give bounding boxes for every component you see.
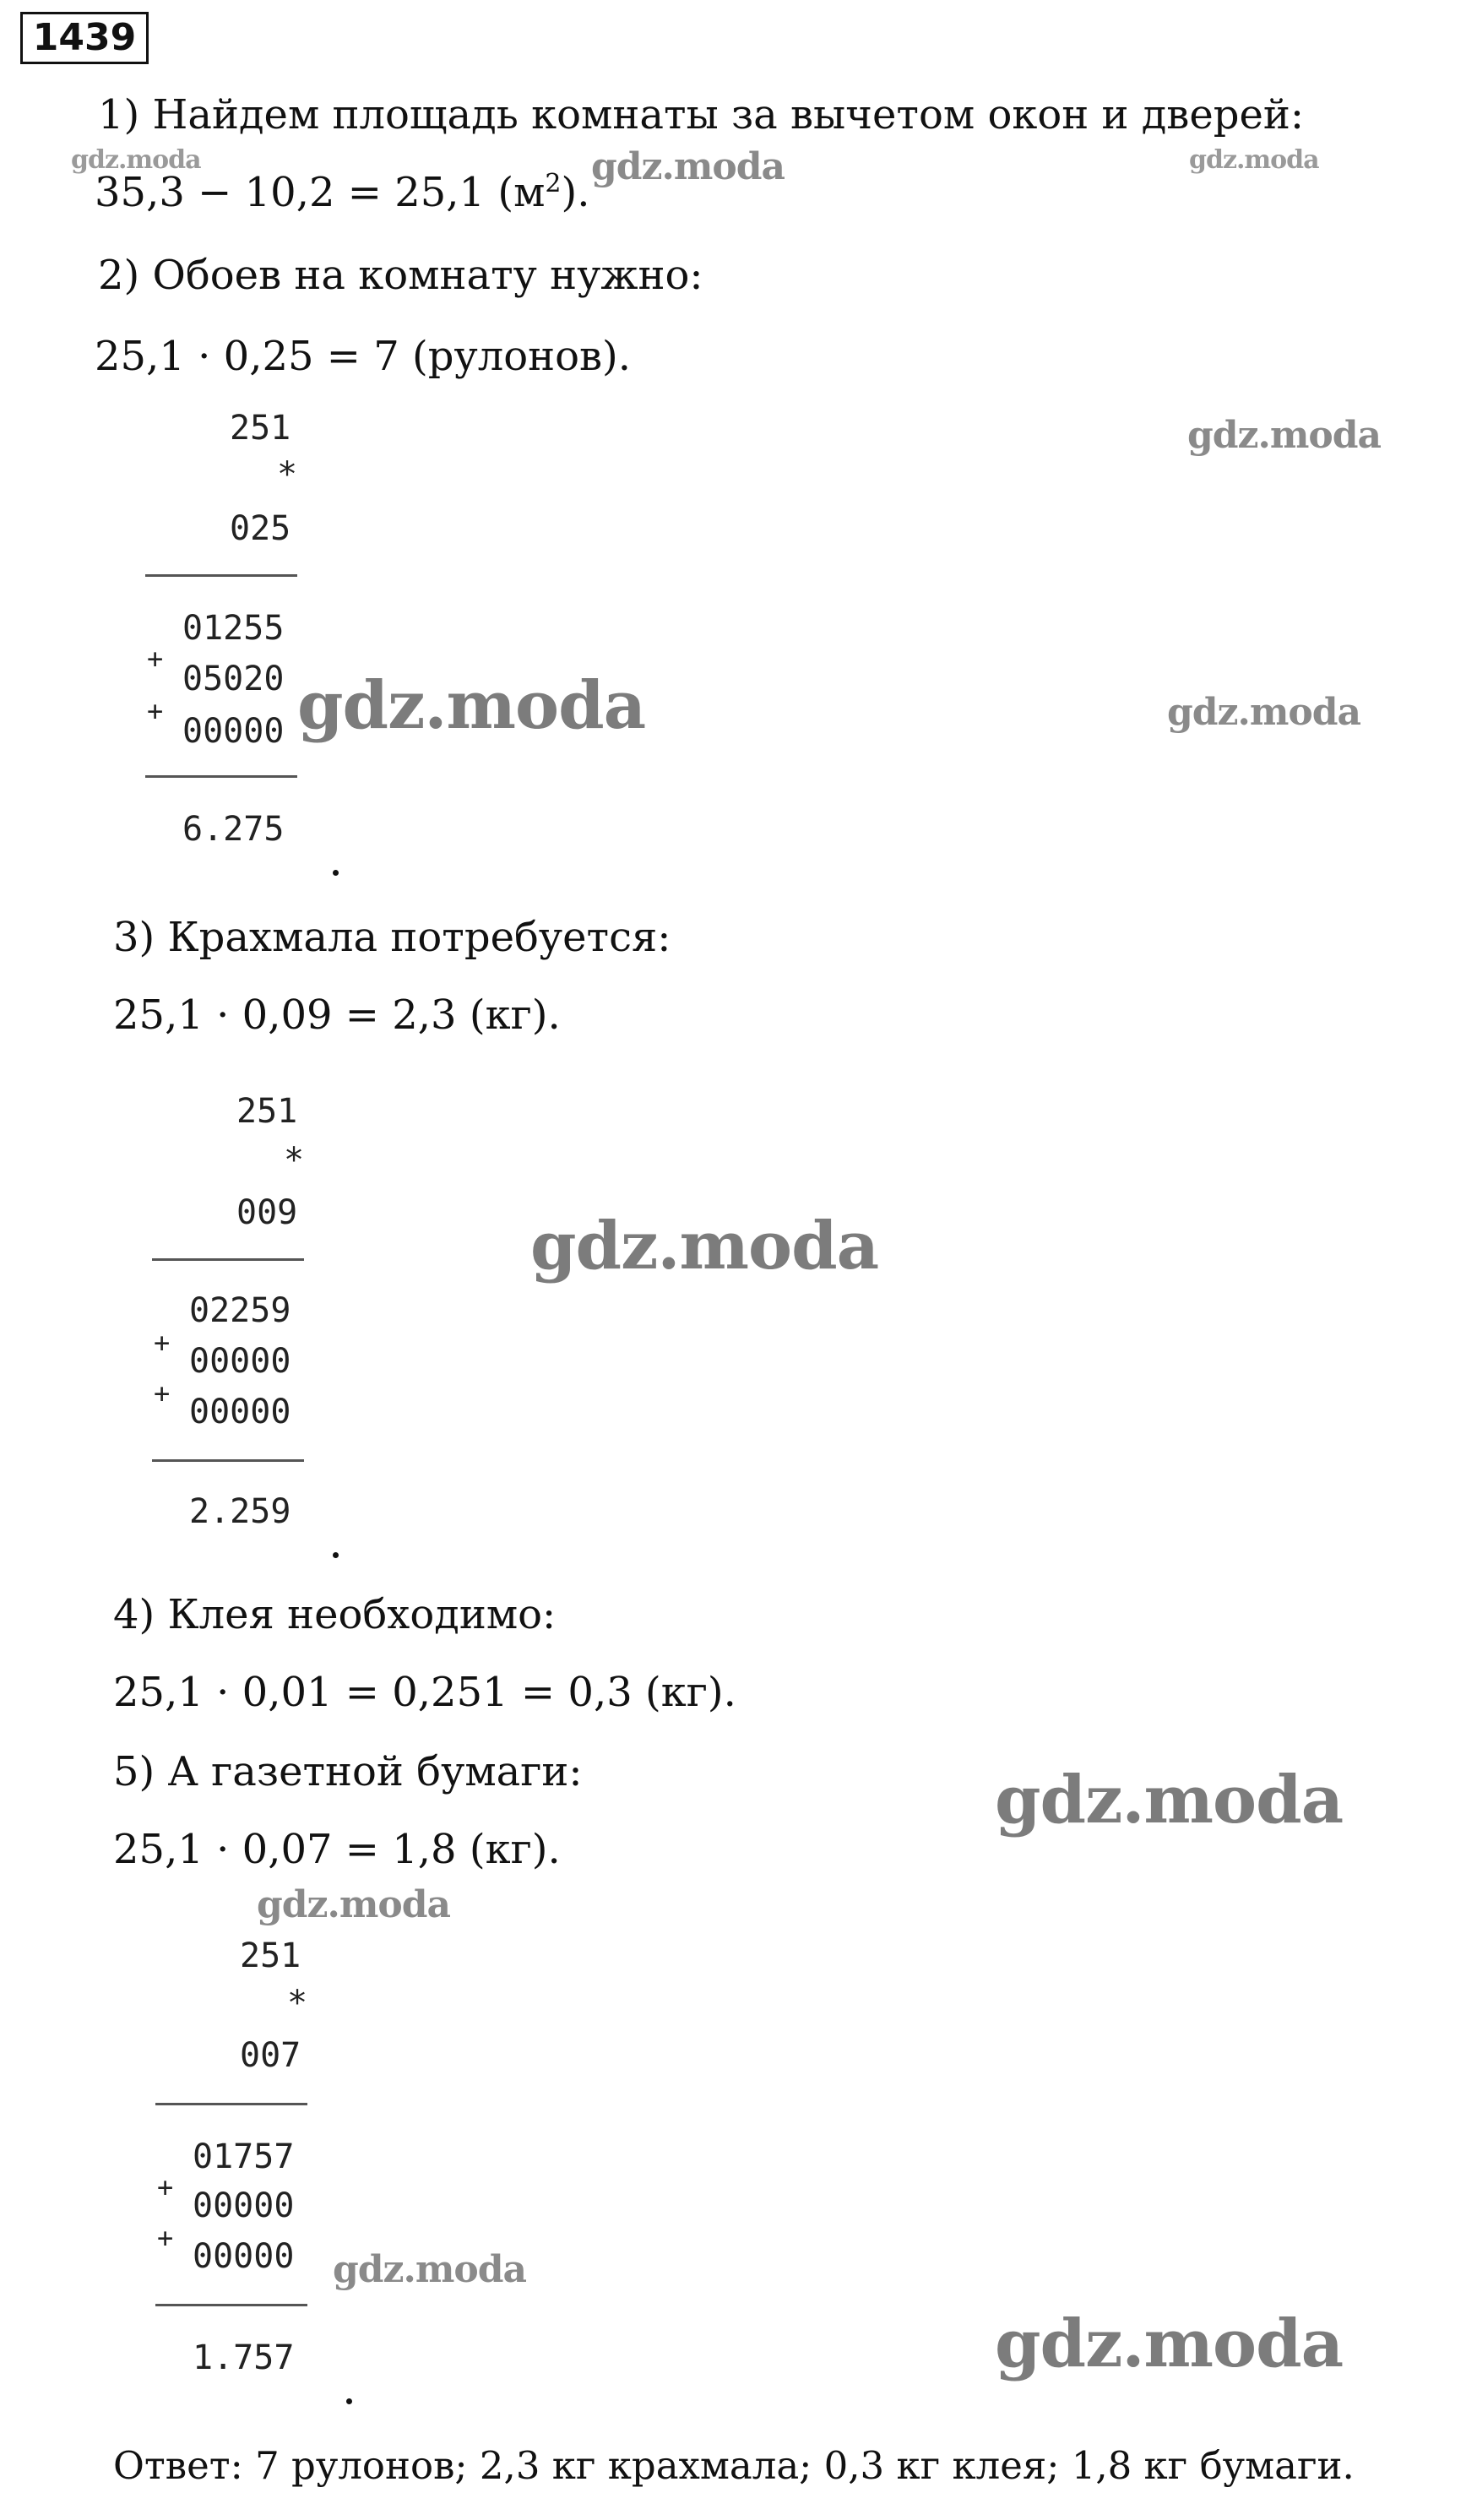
step3-title: 3) Крахмала потребуется: (113, 914, 671, 961)
calc1-partial-1: 01255 (182, 609, 285, 648)
calc1-rule-bottom (145, 775, 297, 778)
calc1-multiplicand: 251 (230, 409, 291, 448)
watermark-2: gdz.moda (591, 145, 785, 188)
calc2-partial-3: 00000 (189, 1393, 291, 1431)
watermark-4: gdz.moda (1187, 414, 1382, 457)
calc3-partial-3: 00000 (193, 2237, 295, 2276)
calc2-multiplicand: 251 (236, 1092, 298, 1131)
calc2-multiplier: 009 (236, 1193, 298, 1232)
step4-title: 4) Клея необходимо: (113, 1591, 557, 1638)
watermark-9: gdz.moda (257, 1883, 451, 1926)
calc1-partial-2: 05020 (182, 660, 285, 698)
calc2-plus-2: + (154, 1377, 171, 1409)
calc2-rule-bottom (152, 1459, 304, 1462)
step1-expr-sup: 2 (545, 169, 562, 198)
calc3-operator: * (287, 1984, 308, 2023)
calc3-partial-1: 01757 (193, 2137, 295, 2176)
answer-text: Ответ: 7 рулонов; 2,3 кг крахмала; 0,3 кг клея; 1,8 кг бумаги. (113, 2443, 1355, 2488)
calc3-period (346, 2398, 352, 2404)
watermark-3: gdz.moda (1189, 145, 1319, 175)
calc2-period (333, 1552, 339, 1558)
step2-expression: 25,1 · 0,25 = 7 (рулонов). (95, 333, 632, 380)
step3-expression: 25,1 · 0,09 = 2,3 (кг). (113, 991, 561, 1039)
calc1-plus-1: + (147, 643, 164, 675)
problem-number: 1439 (20, 12, 149, 64)
calc2-rule-top (152, 1258, 304, 1261)
calc1-multiplier: 025 (230, 509, 291, 548)
watermark-8: gdz.moda (995, 1762, 1344, 1838)
calc1-plus-2: + (147, 695, 164, 727)
calc3-partial-2: 00000 (193, 2186, 295, 2225)
calc3-multiplier: 007 (240, 2036, 301, 2075)
calc2-operator: * (284, 1141, 305, 1180)
step1-expr-tail: ). (561, 169, 590, 216)
step5-expression: 25,1 · 0,07 = 1,8 (кг). (113, 1826, 561, 1873)
watermark-7: gdz.moda (530, 1208, 879, 1284)
calc1-result: 6.275 (182, 810, 285, 849)
calc1-partial-3: 00000 (182, 712, 285, 751)
calc3-rule-top (155, 2103, 307, 2105)
watermark-11: gdz.moda (995, 2305, 1344, 2382)
calc3-plus-2: + (157, 2222, 174, 2254)
calc3-multiplicand: 251 (240, 1936, 301, 1975)
step1-title: 1) Найдем площадь комнаты за вычетом окон и дверей: (98, 91, 1305, 138)
calc3-plus-1: + (157, 2171, 174, 2203)
step2-title: 2) Обоев на комнату нужно: (98, 252, 703, 299)
calc3-rule-bottom (155, 2304, 307, 2306)
calc2-partial-2: 00000 (189, 1342, 291, 1381)
watermark-10: gdz.moda (333, 2248, 527, 2291)
calc1-rule-top (145, 574, 297, 577)
calc3-result: 1.757 (193, 2338, 295, 2377)
step5-title: 5) А газетной бумаги: (113, 1748, 583, 1795)
calc1-period (333, 870, 339, 876)
watermark-1: gdz.moda (71, 145, 201, 175)
calc2-partial-1: 02259 (189, 1291, 291, 1330)
calc2-result: 2.259 (189, 1492, 291, 1531)
watermark-6: gdz.moda (1167, 691, 1361, 734)
step1-expression (95, 167, 590, 218)
calc1-operator: * (277, 455, 298, 494)
watermark-5: gdz.moda (297, 667, 646, 744)
calc2-plus-1: + (154, 1327, 171, 1359)
step4-expression: 25,1 · 0,01 = 0,251 = 0,3 (кг). (113, 1669, 736, 1716)
step1-expr-main: 35,3 − 10,2 = 25,1 (м (95, 169, 546, 216)
